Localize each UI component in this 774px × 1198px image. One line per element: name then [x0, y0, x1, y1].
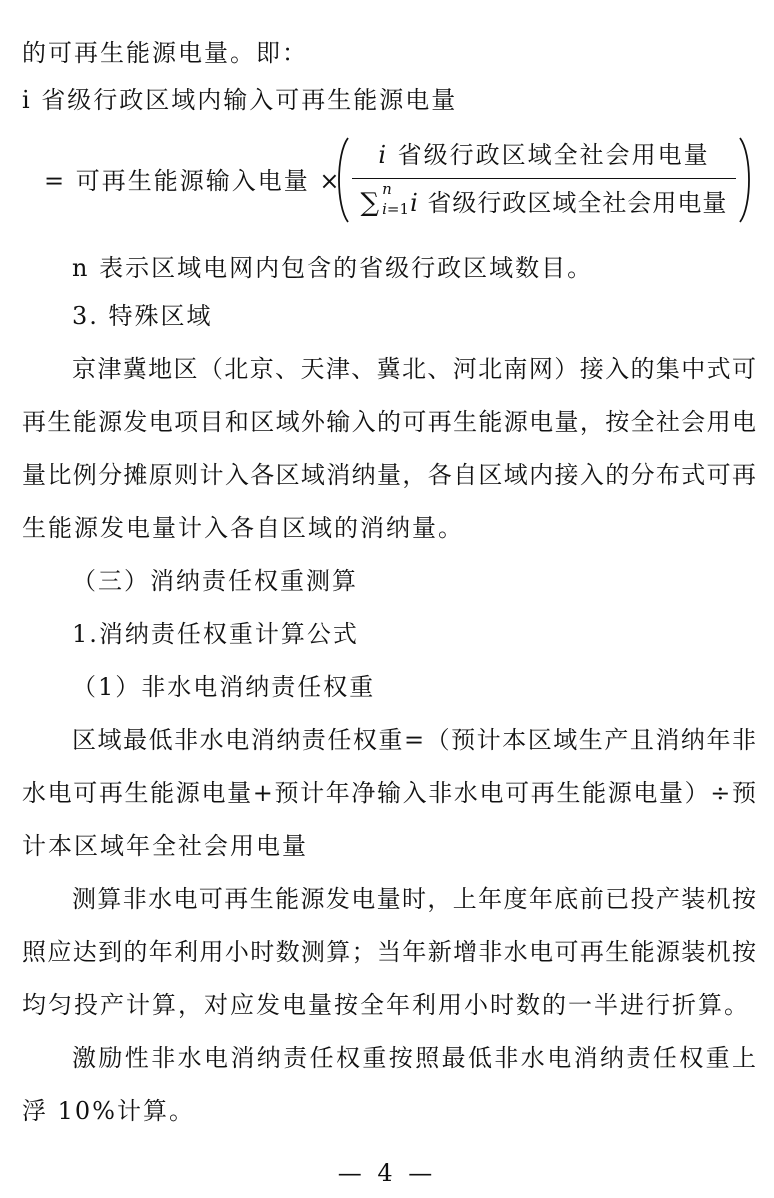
paragraph-line: 再生能源发电项目和区域外输入的可再生能源电量，按全社会用电: [22, 408, 756, 436]
sum-symbol: ∑: [360, 188, 381, 218]
paragraph-line: 量比例分摊原则计入各区域消纳量，各自区域内接入的分布式可再: [22, 461, 756, 489]
numerator-text: 省级行政区域全社会用电量: [388, 141, 710, 169]
paragraph-line: 水电可再生能源电量+预计年净输入非水电可再生能源电量）÷预: [22, 779, 756, 807]
text-line: 的可再生能源电量。即：: [22, 39, 308, 67]
paragraph-line: 浮 10%计算。: [22, 1097, 195, 1125]
sum-index: i: [382, 200, 387, 218]
fraction-bar: [352, 178, 736, 179]
paragraph-line: 激励性非水电消纳责任权重按照最低非水电消纳责任权重上: [72, 1044, 756, 1072]
text-line: i 省级行政区域内输入可再生能源电量: [22, 86, 458, 114]
section-heading: （1）非水电消纳责任权重: [72, 673, 376, 701]
sum-index-start: =1: [386, 200, 410, 218]
paragraph-line: 照应达到的年利用小时数测算；当年新增非水电可再生能源装机按: [22, 938, 756, 966]
page-number: — 4 —: [337, 1159, 437, 1187]
numerator-variable: i: [378, 141, 389, 169]
sum-limits: [380, 180, 410, 218]
section-heading: 3. 特殊区域: [72, 302, 213, 330]
paragraph-line: 京津冀地区（北京、天津、冀北、河北南网）接入的集中式可: [72, 355, 756, 383]
sum-lower-limit: [382, 201, 409, 217]
denominator-text: 省级行政区域全社会用电量: [418, 189, 728, 217]
paragraph-line: 生能源发电量计入各自区域的消纳量。: [22, 514, 464, 542]
text-line: n 表示区域电网内包含的省级行政区域数目。: [72, 254, 594, 282]
fraction-denominator: [352, 180, 736, 220]
formula-lhs: = 可再生能源输入电量 ×: [44, 167, 342, 195]
paragraph-line: 区域最低非水电消纳责任权重=（预计本区域生产且消纳年非: [72, 726, 756, 754]
right-parenthesis: [738, 136, 756, 224]
paragraph-line: 测算非水电可再生能源发电量时，上年度年底前已投产装机按: [72, 885, 756, 913]
sum-upper-limit: n: [382, 180, 393, 198]
section-heading: 1.消纳责任权重计算公式: [72, 620, 359, 648]
fraction: [352, 136, 736, 226]
section-heading: （三）消纳责任权重测算: [72, 567, 358, 595]
left-parenthesis: [332, 136, 350, 224]
denominator-variable: i: [410, 189, 419, 217]
formula: [44, 136, 764, 232]
fraction-numerator: [352, 140, 736, 170]
paragraph-line: 均匀投产计算，对应发电量按全年利用小时数的一半进行折算。: [22, 991, 750, 1019]
paragraph-line: 计本区域年全社会用电量: [22, 832, 308, 860]
